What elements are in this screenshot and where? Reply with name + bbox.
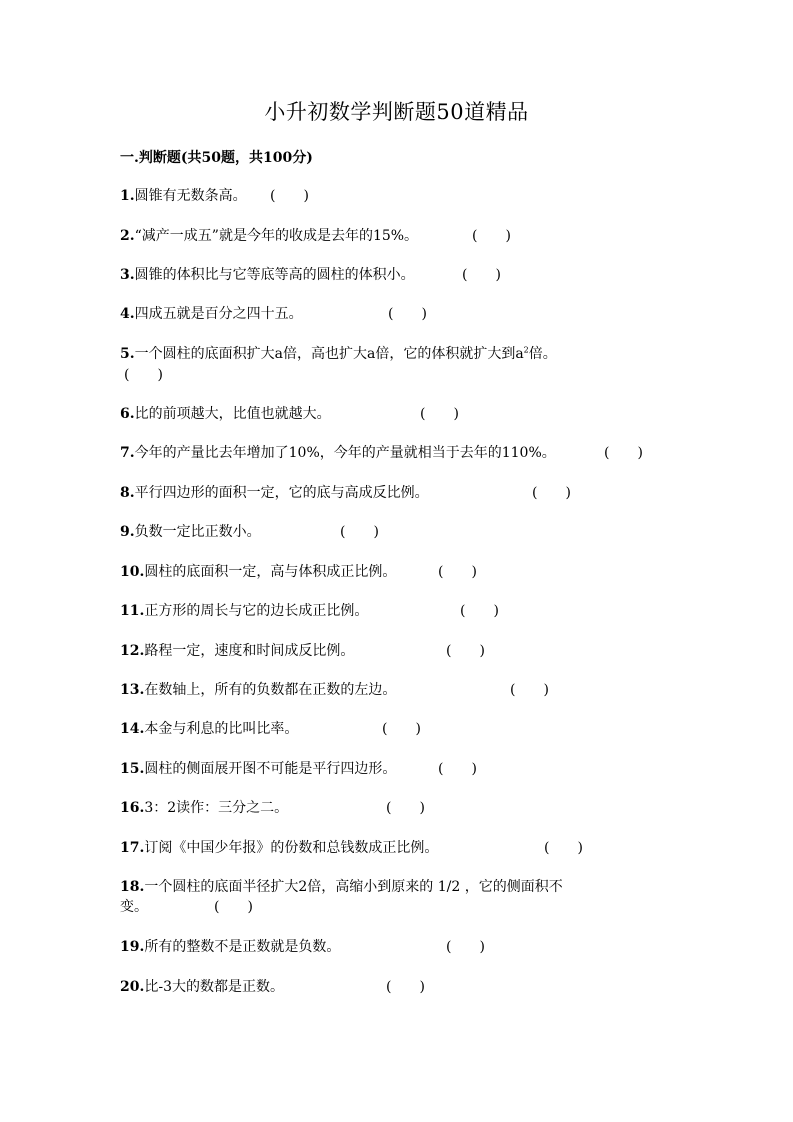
question-4	[120, 304, 427, 324]
question-1	[120, 186, 309, 206]
question-12	[120, 641, 485, 661]
question-number: 16.	[120, 800, 145, 816]
question-6	[120, 404, 459, 424]
answer-bracket[interactable]: ( )	[510, 682, 549, 698]
question-number: 12.	[120, 643, 145, 659]
question-number: 19.	[120, 939, 145, 955]
question-text-continued: 变。	[120, 899, 148, 915]
question-number: 10.	[120, 564, 145, 580]
question-number: 9.	[120, 524, 135, 540]
question-3	[120, 265, 501, 285]
answer-bracket[interactable]: ( )	[438, 564, 477, 580]
answer-bracket[interactable]: ( )	[532, 485, 571, 501]
exponent: 2	[523, 345, 529, 355]
question-number: 4.	[120, 306, 135, 322]
question-text: 路程一定，速度和时间成反比例。	[144, 643, 355, 659]
question-number: 7.	[120, 445, 135, 461]
question-text: 圆锥有无数条高。	[134, 188, 247, 204]
question-number: 11.	[120, 603, 145, 619]
question-text: 本金与利息的比叫比率。	[144, 721, 299, 737]
question-text: 今年的产量比去年增加了10%，今年的产量就相当于去年的110%。	[134, 445, 556, 461]
question-number: 13.	[120, 682, 145, 698]
question-text: 一个圆柱的底面积扩大a倍，高也扩大a倍，它的体积就扩大到a	[134, 346, 524, 362]
question-text: 所有的整数不是正数就是负数。	[144, 939, 341, 955]
answer-bracket[interactable]: ( )	[420, 406, 459, 422]
question-9	[120, 522, 379, 542]
answer-bracket[interactable]: ( )	[460, 603, 499, 619]
question-10	[120, 562, 477, 582]
question-number: 14.	[120, 721, 145, 737]
question-text: “减产一成五”就是今年的收成是去年的15%。	[134, 228, 419, 244]
section-heading: 一.判断题(共50题，共100分)	[120, 150, 313, 166]
question-text: 圆柱的侧面展开图不可能是平行四边形。	[144, 761, 397, 777]
question-number: 18.	[120, 879, 145, 895]
question-text: 四成五就是百分之四十五。	[134, 306, 303, 322]
answer-bracket[interactable]: ( )	[386, 979, 425, 995]
answer-bracket[interactable]: ( )	[604, 445, 643, 461]
answer-bracket[interactable]: ( )	[124, 367, 163, 383]
answer-bracket[interactable]: ( )	[446, 643, 485, 659]
question-text: 圆锥的体积比与它等底等高的圆柱的体积小。	[134, 267, 415, 283]
answer-bracket[interactable]: ( )	[446, 939, 485, 955]
answer-bracket[interactable]: ( )	[388, 306, 427, 322]
question-text: 一个圆柱的底面半径扩大2倍，高缩小到原来的 1/2 ，它的侧面积不	[144, 879, 563, 895]
question-20	[120, 977, 425, 997]
answer-bracket[interactable]: ( )	[214, 899, 253, 915]
question-text: 订阅《中国少年报》的份数和总钱数成正比例。	[144, 840, 439, 856]
question-number: 2.	[120, 228, 135, 244]
question-number: 8.	[120, 485, 135, 501]
question-number: 20.	[120, 979, 145, 995]
question-text: 负数一定比正数小。	[134, 524, 261, 540]
answer-bracket[interactable]: ( )	[438, 761, 477, 777]
answer-bracket[interactable]: ( )	[544, 840, 583, 856]
answer-bracket[interactable]: ( )	[386, 800, 425, 816]
question-text: 正方形的周长与它的边长成正比例。	[144, 603, 369, 619]
question-number: 15.	[120, 761, 145, 777]
question-text: 在数轴上，所有的负数都在正数的左边。	[144, 682, 397, 698]
question-number: 17.	[120, 840, 145, 856]
question-13	[120, 680, 549, 700]
answer-bracket[interactable]: ( )	[270, 188, 309, 204]
answer-bracket[interactable]: ( )	[340, 524, 379, 540]
page-title: 小升初数学判断题50道精品	[264, 100, 529, 124]
question-5	[120, 344, 557, 383]
question-18	[120, 877, 563, 917]
question-number: 1.	[120, 188, 135, 204]
answer-bracket[interactable]: ( )	[382, 721, 421, 737]
question-19	[120, 937, 485, 957]
question-text: 比的前项越大，比值也就越大。	[134, 406, 331, 422]
question-14	[120, 719, 421, 739]
question-8	[120, 483, 571, 503]
question-text-end: 倍。	[528, 346, 557, 362]
question-text: 3：2读作：三分之二。	[144, 800, 289, 816]
question-text: 圆柱的底面积一定，高与体积成正比例。	[144, 564, 397, 580]
question-text: 平行四边形的面积一定，它的底与高成反比例。	[134, 485, 429, 501]
question-number: 6.	[120, 406, 135, 422]
question-16	[120, 798, 425, 818]
answer-bracket[interactable]: ( )	[462, 267, 501, 283]
question-number: 5.	[120, 346, 135, 362]
question-text: 比-3大的数都是正数。	[144, 979, 284, 995]
question-number: 3.	[120, 267, 135, 283]
question-17	[120, 838, 583, 858]
question-2	[120, 226, 511, 246]
question-15	[120, 759, 477, 779]
answer-bracket[interactable]: ( )	[472, 228, 511, 244]
question-7	[120, 443, 643, 463]
question-11	[120, 601, 499, 621]
